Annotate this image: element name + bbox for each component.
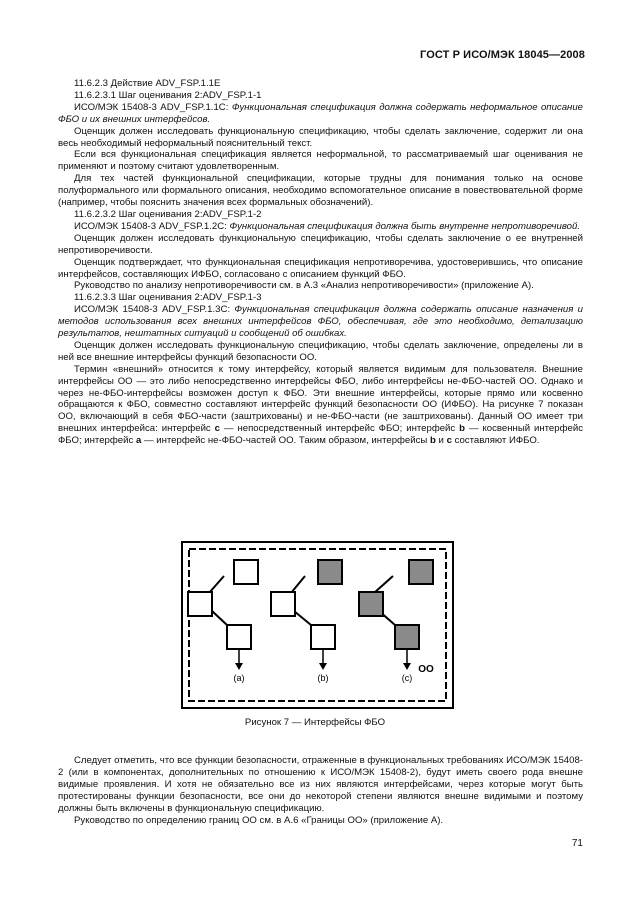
body-paragraph: Оценщик должен исследовать функциональную спецификацию, чтобы сделать заключение, содержит ли она весь необходимый неформальный пояснительный текст. bbox=[58, 125, 583, 149]
main-text bbox=[58, 78, 583, 447]
interface-label-b: (b) bbox=[317, 673, 329, 683]
external-interface-paragraph: Термин «внешний» относится к тому интерфейсу, который является видимым для пользователя. Внешние интерфейсы ОО — это либо непосредственно интерфейсы ФБО, либо интерфейсы не-ФБО-частей ОО. Однако и через не-ФБО-интерфейсы возможен доступ к ФБО. Эти внешние интерфейсы, которые прямо или косвенно обращаются к ФБО, совместно составляют интерфейс функций безопасности ОО (ИФБО). На рисунке 7 показан ОО, включающий в себя ФБО-части (заштрихованы) и не-ФБО-части (не заштрихованы). Данный ОО имеет три внешних интерфейса: интерфейс с — непосредственный интерфейс ФБО; интерфейс b — косвенный интерфейс ФБО; интерфейс a — интерфейс не-ФБО-частей ОО. Таким образом, интерфейсы b и с составляют ИФБО. bbox=[58, 363, 583, 447]
document-header: ГОСТ Р ИСО/МЭК 18045—2008 bbox=[420, 49, 585, 61]
body-paragraph: Оценщик подтверждает, что функциональная спецификация непротиворечива, удостоверившись, что описание интерфейсов, составляющих ИФБО, согласовано с описанием функций ФБО. bbox=[58, 256, 583, 280]
component-nontsf bbox=[188, 592, 212, 616]
component-tsf-shaded bbox=[359, 592, 383, 616]
body-paragraph: Руководство по анализу непротиворечивости см. в А.3 «Анализ непротиворечивости» (приложение А). bbox=[74, 280, 534, 292]
step-heading: 11.6.2.3.1 Шаг оценивания 2:ADV_FSP.1-1 bbox=[74, 89, 262, 101]
component-nontsf bbox=[271, 592, 295, 616]
figure-7 bbox=[181, 541, 454, 709]
component-nontsf bbox=[234, 560, 258, 584]
clause-heading: 11.6.2.3 Действие ADV_FSP.1.1E bbox=[74, 78, 221, 89]
component-nontsf bbox=[227, 625, 251, 649]
after-figure-text bbox=[58, 755, 583, 826]
component-tsf-shaded bbox=[395, 625, 419, 649]
body-paragraph: Руководство по определению границ ОО см. в А.6 «Границы ОО» (приложение А). bbox=[74, 814, 444, 826]
body-paragraph: Следует отметить, что все функции безопасности, отраженные в функциональных требованиях ИСО/МЭК 15408-2 (или в компонентах, дополнительных по отношению к ИСО/МЭК 15408-2), будут иметь своего рода внешне видимые проявления. И хотя не обязательно все из них являются интерфейсами, через которые могут быть протестированы функции безопасности, все они до некоторой степени являются внешне видимыми и поэтому должны быть включены в функциональную спецификацию. bbox=[58, 755, 583, 814]
requirement-paragraph: ИСО/МЭК 15408-3 ADV_FSP.1.3С: Функциональная спецификация должна содержать описание назначения и методов использования всех внешних интерфейсов ФБО, обеспечивая, где это необходимо, детализацию результатов, нештатных ситуаций и сообщений об ошибках. bbox=[58, 304, 583, 340]
interfaces-diagram bbox=[181, 541, 454, 709]
body-paragraph: Оценщик должен исследовать функциональную спецификацию, чтобы сделать заключение, определены ли в ней все внешние интерфейсы функций безопасности ОО. bbox=[58, 339, 583, 363]
interface-label-a: (a) bbox=[233, 673, 245, 683]
component-tsf-shaded bbox=[318, 560, 342, 584]
body-paragraph: Оценщик должен исследовать функциональную спецификацию, чтобы сделать заключение о ее внутренней непротиворечивости. bbox=[58, 232, 583, 256]
component-nontsf bbox=[311, 625, 335, 649]
page-number: 71 bbox=[571, 838, 583, 849]
step-heading: 11.6.2.3.3 Шаг оценивания 2:ADV_FSP.1-3 bbox=[74, 292, 262, 304]
step-heading: 11.6.2.3.2 Шаг оценивания 2:ADV_FSP.1-2 bbox=[74, 208, 262, 220]
body-paragraph: Если вся функциональная спецификация является неформальной, то рассматриваемый шаг оценивания не применяют и поэтому считают удовлетворенным. bbox=[58, 149, 583, 173]
interface-label-c: (c) bbox=[401, 673, 413, 683]
toe-label: OO bbox=[418, 664, 434, 675]
component-tsf-shaded bbox=[409, 560, 433, 584]
requirement-paragraph: ИСО/МЭК 15408-3 ADV_FSP.1.1С: Функциональная спецификация должна содержать неформальное описание ФБО и их внешних интерфейсов. bbox=[58, 101, 584, 125]
figure-caption: Рисунок 7 — Интерфейсы ФБО bbox=[244, 717, 386, 728]
requirement-paragraph: ИСО/МЭК 15408-3 ADV_FSP.1.2С: Функциональная спецификация должна быть внутренне непротиворечивой. bbox=[74, 220, 580, 232]
body-paragraph: Для тех частей функциональной спецификации, которые трудны для понимания только на основе полуформального или формального описания, необходимо вспомогательное описание в повествовательной форме (например, чтобы пояснить значения всех формальных обозначений). bbox=[58, 173, 583, 209]
